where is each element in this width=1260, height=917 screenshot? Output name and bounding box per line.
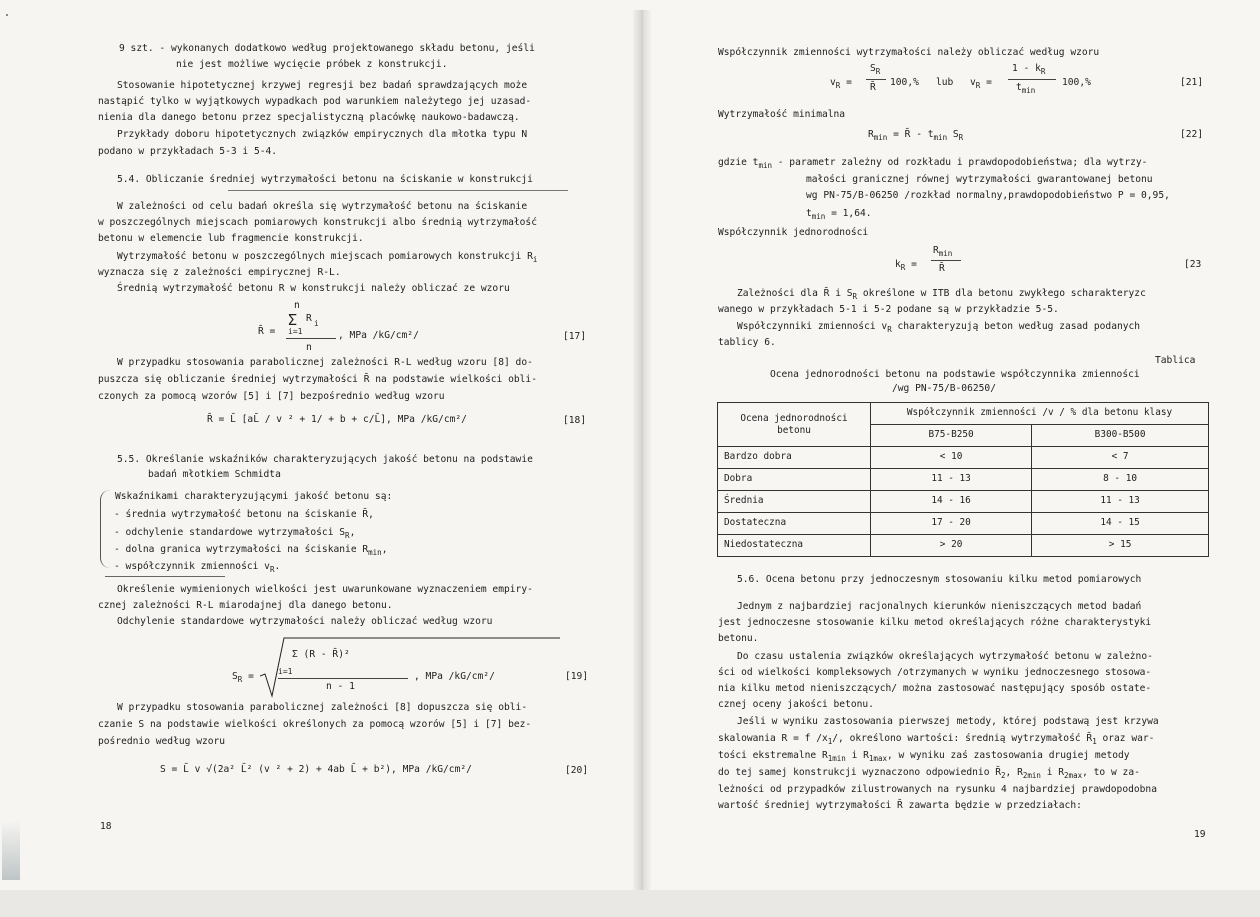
body-line: tablicy 6. (718, 337, 776, 348)
body-line: czonych za pomocą wzorów [5] i [7] bezpośrednio według wzoru (98, 391, 445, 402)
table-row: Dostateczna 17 - 20 14 - 15 (718, 513, 1209, 535)
body-line: betonu w elemencie lub fragmencie konstrukcji. (98, 233, 364, 244)
body-line: wartość średniej wytrzymałości R̄ zawarta będzie w przedziałach: (718, 800, 1082, 811)
list-item: - odchylenie standardowe wytrzymałości $S_R$, (114, 527, 356, 540)
table-subheader: B300-B500 (1032, 425, 1209, 447)
list-item: - współczynnik zmienności $v_R$. (114, 561, 281, 574)
formula-number-19: [19] (565, 671, 589, 682)
body-line: nia kilku metod nieniszczących/ można zastosować następujący sposób ostate- (718, 683, 1152, 694)
body-line: Wytrzymałość betonu w poszczególnych miejscach pomiarowych konstrukcji $R_i$ (117, 251, 538, 264)
body-line: tości ekstremalne $R_{1min}$ i $R_{1max}$, w wyniku zaś zastosowania drugiej metody (718, 750, 1130, 763)
body-line: cznej oceny jakości betonu. (718, 699, 874, 710)
intro-line: nie jest możliwe wycięcie próbek z konstrukcji. (176, 59, 448, 70)
where-line: gdzie $t_{min}$ - parametr zależny od rozkładu i prawdopodobieństwa; dla wytrzy- (718, 157, 1148, 170)
list-item: - dolna granica wytrzymałości na ściskanie $R_{min}$, (114, 544, 388, 557)
formula-number-23: [23 (1184, 259, 1202, 270)
body-line: Odchylenie standardowe wytrzymałości należy obliczać według wzoru (117, 616, 493, 627)
right-page: Współczynnik zmienności wytrzymałości należy obliczać według wzoru $v_R$ = $S_R$ R̄ 100,% lub $v_R$ = $1 - k_R$ $t_{min}$ 100,% [21] Wytrzymałość minimalna $R_{min}$ = R̄ - $t_{min}$ $S_R$ [22] gdzie $t_{min}$ - parametr zależny od rozkładu i prawdopodobieństwa; dla wytrzy- małości granicznej równej wytrzymałości gwarantowanej betonu wg PN-75/B-06250 /rozkład normalny,prawdopodobieństwo P = 0,95, $t_{min} = 1,64$. Współczynnik jednorodności $k_R$ = $R_{min}$ R̄ [23 Zależności dla R̄ i $S_R$ określone w ITB dla betonu zwykłego scharakteryzc wanego w przykładach 5-1 i 5-2 podane są w przykładzie 5-5. Współczynniki zmienności $v_R$ charakteryzują beton według zasad podanych tablicy 6. Tablica Ocena jednorodności betonu na podstawie współczynnika zmienności /wg PN-75/B-06250/ Ocena jednorodności betonu Współczynnik zmienności /v / % dla betonu klasy B75-B250 B300-B500 Bardzo dobra < 10 < 7 Dobra 11 - 13 8 - 10 Średnia 14 - 16 11 - 13 Dostateczna 17 - 20 14 - 15 Niedostateczna > 20 > 15 5.6. Ocena betonu przy jednoczesnym stosowaniu kilku metod pomiarowych Jednym z najbardziej racjonalnych kierunków nieniszczących metod badań jest jednoczesne stosowanie kilku metod określających różne charakterystyki betonu. Do czasu ustalenia związków określających wytrzymałość betonu w zależno- ści od wielkości kompleksowych /otrzymanych w wyniku jednoczesnego stosowa- nia kilku metod nieniszczących/ można zastosować następujący sposób ostate- cznej oceny jakości betonu. Jeśli w wyniku zastosowania pierwszej metody, której podstawą jest krzywa skalowania R = f $/x_1/$, określono wartości: średnią wytrzymałość $R̄_1$ oraz war- tości ekstremalne $R_{1min}$ i $R_{1max}$, w wyniku zaś zastosowania drugiej metody do tej samej konstrukcji wyznaczono odpowiednio $R̄_2$, $R_{2min}$ i $R_{2max}$, to w za- leżności od przypadków zilustrowanych na rysunku 4 najbardziej prawdopodobna wartość średniej wytrzymałości R̄ zawarta będzie w przedziałach: 19 (640, 0, 1260, 890)
scan-bottom-edge (0, 890, 1260, 917)
body-line: Zależności dla R̄ i $S_R$ określone w ITB dla betonu zwykłego scharakteryzc (737, 288, 1146, 301)
subheading: Wytrzymałość minimalna (718, 109, 846, 120)
table-caption: /wg PN-75/B-06250/ (892, 383, 996, 394)
list-item: - średnia wytrzymałość betonu na ściskanie R̄, (114, 509, 374, 520)
where-line: małości granicznej równej wytrzymałości gwarantowanej betonu (806, 174, 1153, 185)
body-line: Jeśli w wyniku zastosowania pierwszej metody, której podstawą jest krzywa (737, 716, 1159, 727)
body-line: Współczynniki zmienności $v_R$ charakteryzują beton według zasad podanych (737, 321, 1141, 334)
where-line: wg PN-75/B-06250 /rozkład normalny,prawdopodobieństwo P = 0,95, (806, 190, 1170, 201)
body-line: wanego w przykładach 5-1 i 5-2 podane są w przykładzie 5-5. (718, 304, 1059, 315)
intro-line: 9 szt. - wykonanych dodatkowo według projektowanego składu betonu, jeśli (119, 43, 535, 54)
sqrt-sign (260, 636, 562, 698)
table-row: Średnia 14 - 16 11 - 13 (718, 491, 1209, 513)
formula-number-20: [20] (565, 765, 589, 776)
table-caption: Ocena jednorodności betonu na podstawie współczynnika zmienności (770, 369, 1140, 380)
list-intro: Wskaźnikami charakteryzującymi jakość betonu są: (115, 491, 393, 502)
intro-line: Stosowanie hipotetycznej krzywej regresji bez badań sprawdzających może (117, 80, 528, 91)
formula-number-18: [18] (563, 415, 587, 426)
formula-number-17: [17] (563, 331, 587, 342)
intro-line: Przykłady doboru hipotetycznych związków empirycznych dla młotka typu N (117, 129, 528, 140)
body-line: Określenie wymienionych wielkości jest uwarunkowane wyznaczeniem empiry- (117, 584, 533, 595)
intro-line: nienia dla danego betonu przez specjalistyczną placówkę naukowo-badawczą. (98, 112, 520, 123)
formula-22: $R_{min}$ = R̄ - $t_{min}$ $S_R$ (868, 129, 964, 142)
table-row: Niedostateczna > 20 > 15 (718, 535, 1209, 557)
section-heading-5-5: 5.5. Określanie wskaźników charakteryzujących jakość betonu na podstawie (117, 454, 533, 465)
homogeneity-table (717, 402, 1209, 557)
table-row: Dobra 11 - 13 8 - 10 (718, 469, 1209, 491)
intro-line: podano w przykładach 5-3 i 5-4. (98, 146, 278, 157)
page-number-left: 18 (100, 821, 112, 832)
body-line: w poszczególnych miejscach pomiarowych konstrukcji albo średnią wytrzymałość (98, 217, 537, 228)
section-heading-5-4: 5.4. Obliczanie średniej wytrzymałości betonu na ściskanie w konstrukcji (117, 174, 533, 185)
body-line: czanie S na podstawie wielkości określonych za pomocą wzorów [5] i [7] bez- (98, 719, 532, 730)
body-line: puszcza się obliczanie średniej wytrzymałości R̄ na podstawie wielkości obli- (98, 374, 537, 385)
body-line: pośrednio według wzoru (98, 736, 226, 747)
body-line: W przypadku stosowania parabolicznej zależności R-L według wzoru [8] do- (117, 357, 533, 368)
body-line: Średnią wytrzymałość betonu R w konstrukcji należy obliczać ze wzoru (117, 283, 510, 294)
left-page: 9 szt. - wykonanych dodatkowo według projektowanego składu betonu, jeśli nie jest możliwe wycięcie próbek z konstrukcji. Stosowanie hipotetycznej krzywej regresji bez badań sprawdzających może nastąpić tylko w wyjątkowych wypadkach pod warunkiem należytego jej uzasad- nienia dla danego betonu przez specjalistyczną placówkę naukowo-badawczą. Przykłady doboru hipotetycznych związków empirycznych dla młotka typu N podano w przykładach 5-3 i 5-4. 5.4. Obliczanie średniej wytrzymałości betonu na ściskanie w konstrukcji W zależności od celu badań określa się wytrzymałość betonu na ściskanie w poszczególnych miejscach pomiarowych konstrukcji albo średnią wytrzymałość betonu w elemencie lub fragmencie konstrukcji. Wytrzymałość betonu w poszczególnych miejscach pomiarowych konstrukcji $R_i$ wyznacza się z zależności empirycznej R-L. Średnią wytrzymałość betonu R w konstrukcji należy obliczać ze wzoru R̄ = n Σ R i i=1 n , MPa /kG/cm²/ [17] W przypadku stosowania parabolicznej zależności R-L według wzoru [8] do- puszcza się obliczanie średniej wytrzymałości R̄ na podstawie wielkości obli- czonych za pomocą wzorów [5] i [7] bezpośrednio według wzoru R̄ = L̄ [aL̄ / v ² + 1/ + b + c/L̄], MPa /kG/cm²/ [18] 5.5. Określanie wskaźników charakteryzujących jakość betonu na podstawie badań młotkiem Schmidta Wskaźnikami charakteryzującymi jakość betonu są: - średnia wytrzymałość betonu na ściskanie R̄, - odchylenie standardowe wytrzymałości $S_R$, - dolna granica wytrzymałości na ściskanie $R_{min}$, - współczynnik zmienności $v_R$. Określenie wymienionych wielkości jest uwarunkowane wyznaczeniem empiry- cznej zależności R-L miarodajnej dla danego betonu. Odchylenie standardowe wytrzymałości należy obliczać według wzoru $S_R$ = Σ (R - R̄)² i=1 n - 1 , MPa /kG/cm²/ [19] W przypadku stosowania parabolicznej zależności [8] dopuszcza się obli- czanie S na podstawie wielkości określonych za pomocą wzorów [5] i [7] bez- pośrednio według wzoru S = L̄ v √(2a² L̄² (v ² + 2) + 4ab L̄ + b²), MPa /kG/cm²/ [20] 18 (0, 0, 640, 890)
page-number-right: 19 (1194, 829, 1206, 840)
where-line: $t_{min} = 1,64$. (806, 208, 872, 221)
section-heading-5-5-cont: badań młotkiem Schmidta (148, 469, 281, 480)
book-gutter (633, 10, 651, 890)
body-line: Współczynnik zmienności wytrzymałości należy obliczać według wzoru (718, 47, 1100, 58)
body-line: W zależności od celu badań określa się wytrzymałość betonu na ściskanie (117, 201, 528, 212)
body-line: do tej samej konstrukcji wyznaczono odpowiednio $R̄_2$, $R_{2min}$ i $R_{2max}$, to w za- (718, 767, 1140, 780)
body-line: jest jednoczesne stosowanie kilku metod określających różne charakterystyki (718, 617, 1152, 628)
section-heading-5-6: 5.6. Ocena betonu przy jednoczesnym stosowaniu kilku metod pomiarowych (737, 574, 1142, 585)
table-label: Tablica (1155, 355, 1196, 366)
subheading: Współczynnik jednorodności (718, 227, 869, 238)
body-line: cznej zależności R-L miarodajnej dla danego betonu. (98, 600, 393, 611)
table-header-right: Współczynnik zmienności /v / % dla betonu klasy (871, 403, 1209, 425)
table-header-left: Ocena jednorodności betonu (718, 403, 871, 447)
body-line: Do czasu ustalenia związków określających wytrzymałość betonu w zależno- (737, 651, 1153, 662)
formula-18: R̄ = L̄ [aL̄ / v ² + 1/ + b + c/L̄], MPa /kG/cm²/ (207, 414, 467, 425)
table-row: Bardzo dobra < 10 < 7 (718, 447, 1209, 469)
body-line: skalowania R = f $/x_1/$, określono wartości: średnią wytrzymałość $R̄_1$ oraz war- (718, 733, 1155, 746)
body-line: ści od wielkości kompleksowych /otrzymanych w wyniku jednoczesnego stosowa- (718, 667, 1152, 678)
body-line: leżności od przypadków zilustrowanych na rysunku 4 najbardziej prawdopodobna (718, 784, 1157, 795)
body-line: wyznacza się z zależności empirycznej R-L. (98, 267, 341, 278)
formula-number-21: [21] (1180, 77, 1204, 88)
formula-20: S = L̄ v √(2a² L̄² (v ² + 2) + 4ab L̄ + b²), MPa /kG/cm²/ (160, 764, 472, 775)
table-subheader: B75-B250 (871, 425, 1032, 447)
intro-line: nastąpić tylko w wyjątkowych wypadkach pod warunkiem należytego jej uzasad- (98, 96, 532, 107)
body-line: betonu. (718, 633, 759, 644)
body-line: W przypadku stosowania parabolicznej zależności [8] dopuszcza się obli- (117, 702, 528, 713)
formula-number-22: [22] (1180, 129, 1204, 140)
body-line: Jednym z najbardziej racjonalnych kierunków nieniszczących metod badań (737, 601, 1142, 612)
